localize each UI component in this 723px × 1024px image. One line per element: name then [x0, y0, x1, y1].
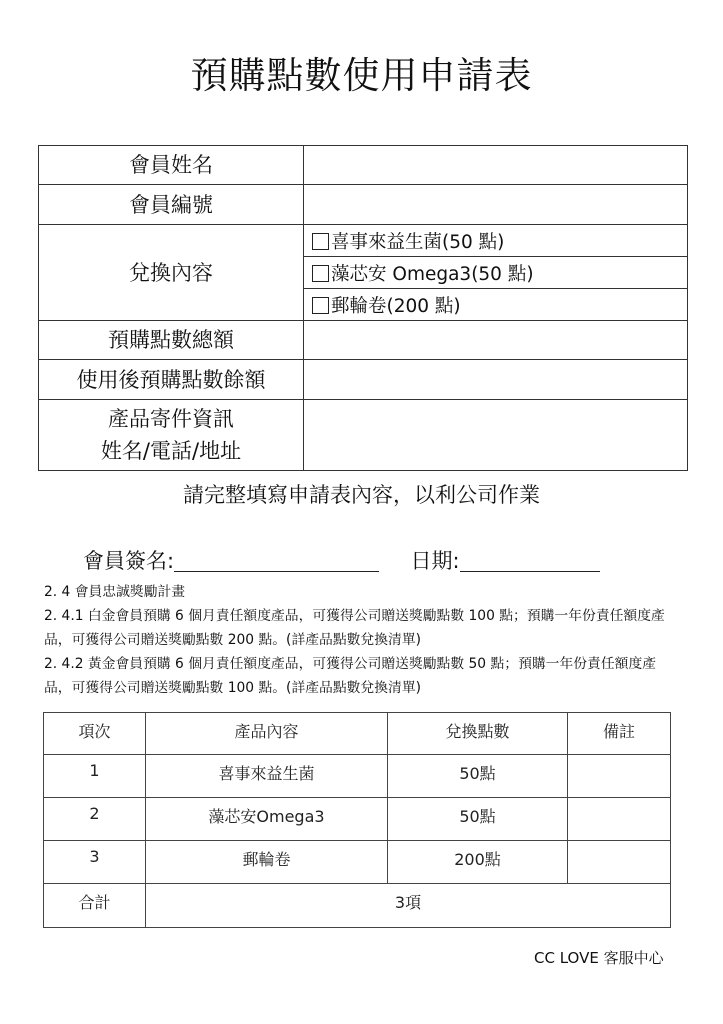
row-product: 郵輪卷	[146, 841, 388, 884]
checkbox-icon[interactable]	[312, 233, 329, 250]
row-points: 200點	[388, 841, 568, 884]
row-no: 1	[44, 755, 146, 798]
table-row	[44, 841, 671, 884]
date-line[interactable]	[460, 549, 600, 572]
checkbox-icon[interactable]	[312, 265, 329, 282]
redeem-option-cruise[interactable]	[304, 289, 688, 321]
section-item-platinum: 2. 4.1 白金會員預購 6 個月責任額度產品，可獲得公司贈送獎勵點數 100 點；預購一年份責任額度產品，可獲得公司贈送獎勵點數 200 點。(詳產品點數兌換清單)	[44, 608, 665, 648]
total-points-label: 預購點數總額	[39, 321, 304, 360]
table-row	[44, 798, 671, 841]
footer-service-center: CC LOVE 客服中心	[534, 949, 664, 967]
row-no: 2	[44, 798, 146, 841]
instruction-note: 請完整填寫申請表內容，以利公司作業	[183, 483, 540, 507]
date-label: 日期:	[410, 549, 460, 573]
member-name-label: 會員姓名	[39, 146, 304, 185]
application-form-table	[38, 145, 688, 471]
header-points: 兌換點數	[388, 713, 568, 755]
signature-label: 會員簽名:	[83, 549, 175, 573]
redeem-option-probiotic[interactable]	[304, 225, 688, 257]
redeem-option-label: 郵輪卷(200 點)	[331, 295, 461, 317]
row-remark	[568, 841, 671, 884]
row-points: 50點	[388, 755, 568, 798]
balance-points-label: 使用後預購點數餘額	[39, 360, 304, 400]
table-header-row	[44, 713, 671, 755]
row-product: 藻芯安Omega3	[146, 798, 388, 841]
row-product: 喜事來益生菌	[146, 755, 388, 798]
balance-points-field[interactable]	[304, 360, 688, 400]
row-no: 3	[44, 841, 146, 884]
redeem-option-label: 喜事來益生菌(50 點)	[331, 231, 505, 253]
total-label: 合計	[44, 884, 146, 928]
checkbox-icon[interactable]	[312, 297, 329, 314]
header-remark: 備註	[568, 713, 671, 755]
member-name-field[interactable]	[304, 146, 688, 185]
section-item-gold: 2. 4.2 黃金會員預購 6 個月責任額度產品，可獲得公司贈送獎勵點數 50 點；預購一年份責任額度產品，可獲得公司贈送獎勵點數 100 點。(詳產品點數兌換清單)	[44, 656, 657, 696]
loyalty-program-section	[44, 580, 680, 700]
redeem-label: 兌換內容	[39, 225, 304, 321]
table-total-row	[44, 884, 671, 928]
member-id-field[interactable]	[304, 185, 688, 225]
row-points: 50點	[388, 798, 568, 841]
member-id-label: 會員編號	[39, 185, 304, 225]
redeem-option-omega3[interactable]	[304, 257, 688, 289]
row-remark	[568, 798, 671, 841]
products-table	[43, 712, 671, 928]
total-points-field[interactable]	[304, 321, 688, 360]
shipping-label-line2: 姓名/電話/地址	[100, 439, 242, 463]
shipping-info-label	[39, 400, 304, 471]
page-title: 預購點數使用申請表	[190, 54, 533, 97]
header-no: 項次	[44, 713, 146, 755]
header-product: 產品內容	[146, 713, 388, 755]
signature-line[interactable]	[174, 549, 379, 572]
signature-row	[83, 546, 600, 576]
section-heading: 2. 4 會員忠誠獎勵計畫	[44, 584, 186, 600]
row-remark	[568, 755, 671, 798]
shipping-label-line1: 產品寄件資訊	[108, 407, 234, 431]
table-row	[44, 755, 671, 798]
total-value: 3項	[146, 884, 671, 928]
redeem-option-label: 藻芯安 Omega3(50 點)	[331, 263, 534, 285]
shipping-info-field[interactable]	[304, 400, 688, 471]
